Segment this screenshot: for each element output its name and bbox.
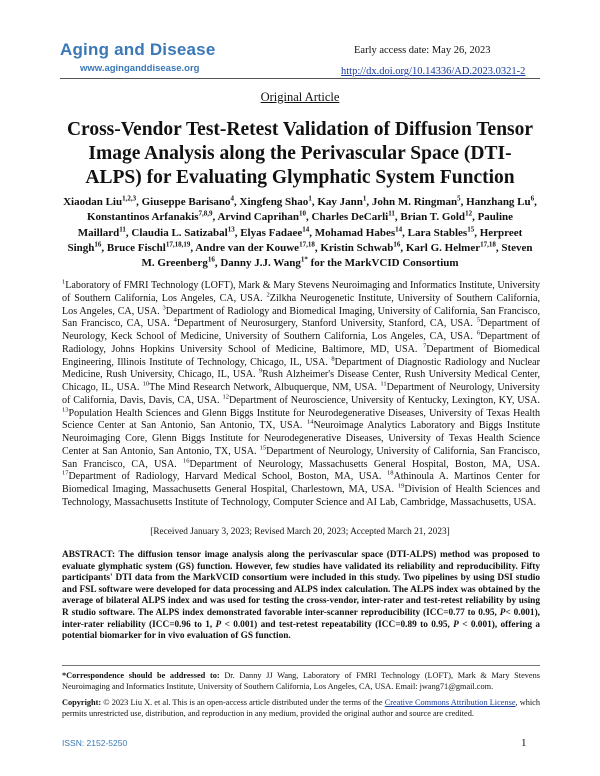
affiliation-number: 1 <box>62 278 66 286</box>
affiliation-text: Athinoula A. Martinos Center for Biomedical Imaging, Massachusetts General Hospital, Charlestown, MA, USA. <box>62 471 541 495</box>
affiliation-text: Neuroimage Analytics Laboratory and Biggs Institute Neuroimaging Core, Glenn Biggs Institute for Neurodegenerative Diseases, University of Texas Health Science Center at San Antonio, San Antonio, TX, USA. <box>62 420 540 457</box>
author <box>87 211 213 223</box>
affiliation-number: 16 <box>183 457 190 465</box>
author-affiliation-marker: 6 <box>530 194 535 203</box>
affiliation-text: Laboratory of FMRI Technology (LOFT), Mark & Mary Stevens Neuroimaging and Informatics Institute, University of Southern California, Los Angeles, CA, USA. <box>62 280 540 304</box>
affiliation-text: Department of Biomedical Engineering, Illinois Institute of Technology, Chicago, IL, USA. <box>62 343 540 368</box>
affiliation-text: The Mind Research Network, Albuquerque, NM, USA. <box>149 382 378 393</box>
abstract-text: < 0.001), offering a potential biomarker for in vivo evaluation of GS function. <box>62 619 540 642</box>
affiliation-number: 6 <box>476 329 481 337</box>
license-link[interactable]: Creative Commons Attribution License <box>384 698 516 707</box>
author-name: Giuseppe Barisano <box>141 196 231 208</box>
author-affiliation-marker: 1,2,3 <box>122 194 137 203</box>
affiliation-number: 12 <box>222 393 229 401</box>
author-name: Karl G. Helmer <box>405 241 481 254</box>
author <box>372 196 461 208</box>
author-affiliation-marker: 16 <box>94 240 102 249</box>
affiliation-text: Department of Radiology, Johns Hopkins University School of Medicine, Baltimore, MD, USA. <box>62 331 540 355</box>
affiliation-text: Department of Neurology, University of California, Davis, Davis, CA, USA. <box>62 382 540 406</box>
author-name: Lara Stables <box>407 226 468 239</box>
author-name: Arvind Caprihan <box>217 211 300 224</box>
author-affiliation-marker: 5 <box>457 194 461 203</box>
copyright-text: , which permits unrestricted use, distribution, and reproduction in any medium, provided the original author and source are credited. <box>62 698 541 718</box>
author <box>217 211 306 223</box>
journal-name: Aging and Disease <box>60 40 216 59</box>
author-affiliation-marker: 16 <box>207 255 215 264</box>
affiliation-number: 4 <box>173 316 177 324</box>
author-affiliation-marker: 1 <box>308 194 312 203</box>
author-name: Steven M. Greenberg <box>141 241 533 270</box>
affiliation-text: Department of Neurology, Massachusetts General Hospital, Boston, MA, USA. <box>189 458 540 470</box>
abstract-divider <box>62 665 540 666</box>
correspondence-text: Dr. Danny JJ Wang, Laboratory of FMRI Technology (LOFT), Mark & Mary Stevens Neuroimaging and Informatics Institute, University of Southern California, Los Angeles, CA, USA. Email: jwang71@gmail.com. <box>62 671 540 691</box>
author-name: Claudia L. Satizabal <box>131 226 228 239</box>
p-symbol: P <box>215 619 222 630</box>
author <box>240 224 310 239</box>
author-name: Xiaodan Liu <box>63 196 123 208</box>
abstract-label: ABSTRACT: <box>62 550 116 560</box>
author-affiliation-marker: 4 <box>230 194 235 203</box>
page-number: 1 <box>521 737 527 749</box>
p-symbol: P <box>499 607 506 618</box>
author <box>406 242 496 254</box>
author-affiliation-marker: 1* <box>300 255 308 264</box>
affiliation-number: 10 <box>142 380 150 388</box>
affiliation-text: Zilkha Neurogenetic Institute, University of Southern California, Los Angeles, CA, USA. <box>62 292 540 317</box>
affiliation-number: 13 <box>62 406 69 414</box>
affiliation-number: 18 <box>386 469 394 477</box>
author-affiliation-marker: 14 <box>302 224 310 233</box>
abstract-text: The diffusion tensor image analysis along the perivascular space (DTI-ALPS) method was proposed to evaluate glymphatic system (GS) function. However, few studies have validated its reliability and reproducibility. Fifty participants' DTI data from the MarkVCID consortium were included in this study. Two pipelines by using DSI studio and FSL software were developed for data processing and ALPS index calculation. The ALPS index was obtained by the average of bilateral ALPS index and was used for testing the cross-vendor, inter-rater and test-retest reliability by using R studio software. The ALPS index demonstrated favorable inter-scanner reproducibility (ICC=0.77 to 0.95, <box>62 550 540 618</box>
author-name: Xingfeng Shao <box>239 196 309 208</box>
affiliation-text: Rush Alzheimer's Disease Center, Rush University Medical Center, Chicago, IL, USA. <box>62 369 541 393</box>
author-name: Mohamad Habes <box>314 226 396 239</box>
author-name: Bruce Fischl <box>106 241 166 254</box>
author-affiliation-marker: 14 <box>395 224 403 233</box>
author-affiliation-marker: 12 <box>465 209 473 218</box>
affiliation-text: Department of Diagnostic Radiology and Nuclear Medicine, Rush University, Chicago, IL, USA. <box>62 356 540 381</box>
author <box>195 242 315 254</box>
affiliation-text: Department of Radiology, Harvard Medical School, Boston, MA, USA. <box>68 471 382 483</box>
affiliations <box>62 280 540 510</box>
author-name: Pauline Maillard <box>77 211 514 239</box>
affiliation-number: 17 <box>62 469 69 477</box>
author-affiliation-marker: 1 <box>362 194 367 203</box>
author <box>220 257 308 269</box>
author-name: Herpreet Singh <box>67 226 523 254</box>
affiliation-number: 3 <box>162 304 166 312</box>
author-name: Brian T. Gold <box>400 211 466 224</box>
abstract-text: < 0.001), inter-rater reliability (ICC=0.96 to 1, <box>62 607 540 630</box>
correspondence-label: *Correspondence should be addressed to: <box>62 671 220 680</box>
author-name: Kay Jann <box>317 196 363 208</box>
author-affiliation-marker: 15 <box>467 224 475 233</box>
consortium: for the MarkVCID Consortium <box>310 257 459 270</box>
affiliation-text: Division of Health Sciences and Technology, Massachusetts Institute of Technology, Computer Science and AI Lab, Cambridge, Massachusetts, USA. <box>62 484 540 508</box>
affiliation-text: Department of Neurosurgery, Stanford University, Stanford, CA, USA. <box>176 318 473 330</box>
author <box>320 242 400 254</box>
author-name: John M. Ringman <box>371 196 458 208</box>
author <box>240 196 312 208</box>
author-affiliation-marker: 10 <box>299 209 307 218</box>
affiliation-number: 15 <box>259 444 267 452</box>
article-type: Original Article <box>260 90 340 104</box>
affiliation-text: Department of Neurology, University of California, San Francisco, San Francisco, CA, USA. <box>62 445 540 470</box>
affiliation-text: Department of Radiology and Biomedical Imaging, University of California, San Francisco, San Francisco, CA, USA. <box>62 305 541 330</box>
author <box>400 211 472 223</box>
author-name: Elyas Fadaee <box>240 226 303 239</box>
received-dates: [Received January 3, 2023; Revised March 20, 2023; Accepted March 21, 2023] <box>150 527 450 537</box>
copyright-text: © 2023 Liu X. et al. This is an open-access article distributed under the terms of the <box>101 698 385 707</box>
abstract-text: < 0.001) and test-retest repeatability (ICC=0.89 to 0.95, <box>221 619 454 630</box>
author <box>466 196 534 208</box>
author-name: Konstantinos Arfanakis <box>86 211 199 224</box>
copyright-label: Copyright: <box>62 698 102 707</box>
author-name: Andre van der Kouwe <box>195 241 300 254</box>
affiliation-text: Department of Neurology, Keck School of Medicine, University of Southern California, Los Angeles, CA, USA. <box>62 318 541 342</box>
affiliation-number: 5 <box>476 316 481 324</box>
author <box>142 196 234 208</box>
affiliation-number: 2 <box>266 291 270 299</box>
author-affiliation-marker: 16 <box>393 240 401 249</box>
author <box>63 196 136 208</box>
abstract <box>62 550 540 643</box>
affiliation-number: 9 <box>258 367 263 375</box>
author-affiliation-marker: 7,8,9 <box>198 209 213 218</box>
author-list: Xiaodan Liu$^{1,2,3}$, Giuseppe Barisano$^4$, Xingfeng Shao$^1$, Kay Jann$^1$, John M. Ringman$^5$, Hanzhang Lu$^6$, Konstantinos Arfanakis$^{7,8,9}$, Arvind Caprihan$^{10}$, Charles DeCarli$^{11}$, Brian T. Gold$^{12}$, Pauline Maillard$^{11}$, Claudia L. Satizabal$^{13}$, Elyas Fadaee$^{14}$, Mohamad Habes$^{14}$, Lara Stables$^{15}$, Herpreet Singh$^{16}$, Bruce Fischl$^{17,18,19}$, Andre van der Kouwe$^{17,18}$, Kristin Schwab$^{16}$, Karl G. Helmer$^{17,18}$, Steven M. Greenberg$^{16}$, Danny J.J. Wang$^{1*}$ for the MarkVCID Consortium <box>63 194 537 270</box>
early-access-date: Early access date: May 26, 2023 <box>354 45 491 56</box>
correspondence <box>62 671 540 692</box>
author <box>312 211 395 223</box>
affiliation-text: Population Health Sciences and Glenn Biggs Institute for Neurodegenerative Diseases, University of Texas Health Science Center at San Antonio, San Antonio, TX, USA. <box>62 407 540 432</box>
author <box>314 224 403 239</box>
author-affiliation-marker: 17,18,19 <box>165 240 191 249</box>
affiliation-number: 7 <box>423 342 427 350</box>
copyright <box>62 698 540 719</box>
author <box>107 242 190 254</box>
affiliation-text: Department of Neuroscience, University of Kentucky, Lexington, KY, USA. <box>228 394 540 406</box>
header-divider <box>60 78 540 79</box>
affiliation-number: 14 <box>306 418 314 426</box>
paper-title: Cross-Vendor Test-Retest Validation of Diffusion Tensor Image Analysis along the Perivascular Space (DTI-ALPS) for Evaluating Glymphatic System Function <box>66 119 534 188</box>
affiliation-number: 11 <box>380 380 387 388</box>
affiliation-number: 19 <box>397 482 405 490</box>
journal-url-link[interactable]: www.aginganddisease.org <box>80 63 200 74</box>
doi-link[interactable]: http://dx.doi.org/10.14336/AD.2023.0321-2 <box>341 66 526 77</box>
author <box>131 224 235 239</box>
author-name: Hanzhang Lu <box>466 196 531 208</box>
author-affiliation-marker: 11 <box>119 224 126 233</box>
author-affiliation-marker: 17,18 <box>299 240 315 249</box>
author <box>407 224 475 239</box>
author-affiliation-marker: 13 <box>227 224 235 233</box>
author-name: Kristin Schwab <box>320 241 394 254</box>
p-symbol: P <box>453 619 459 630</box>
author-name: Danny J.J. Wang <box>220 257 301 270</box>
issn: ISSN: 2152-5250 <box>62 738 128 748</box>
author-name: Charles DeCarli <box>311 211 389 224</box>
author <box>317 196 366 208</box>
affiliation-number: 8 <box>331 355 335 363</box>
author-affiliation-marker: 17,18 <box>480 240 496 249</box>
author-affiliation-marker: 11 <box>388 209 395 218</box>
